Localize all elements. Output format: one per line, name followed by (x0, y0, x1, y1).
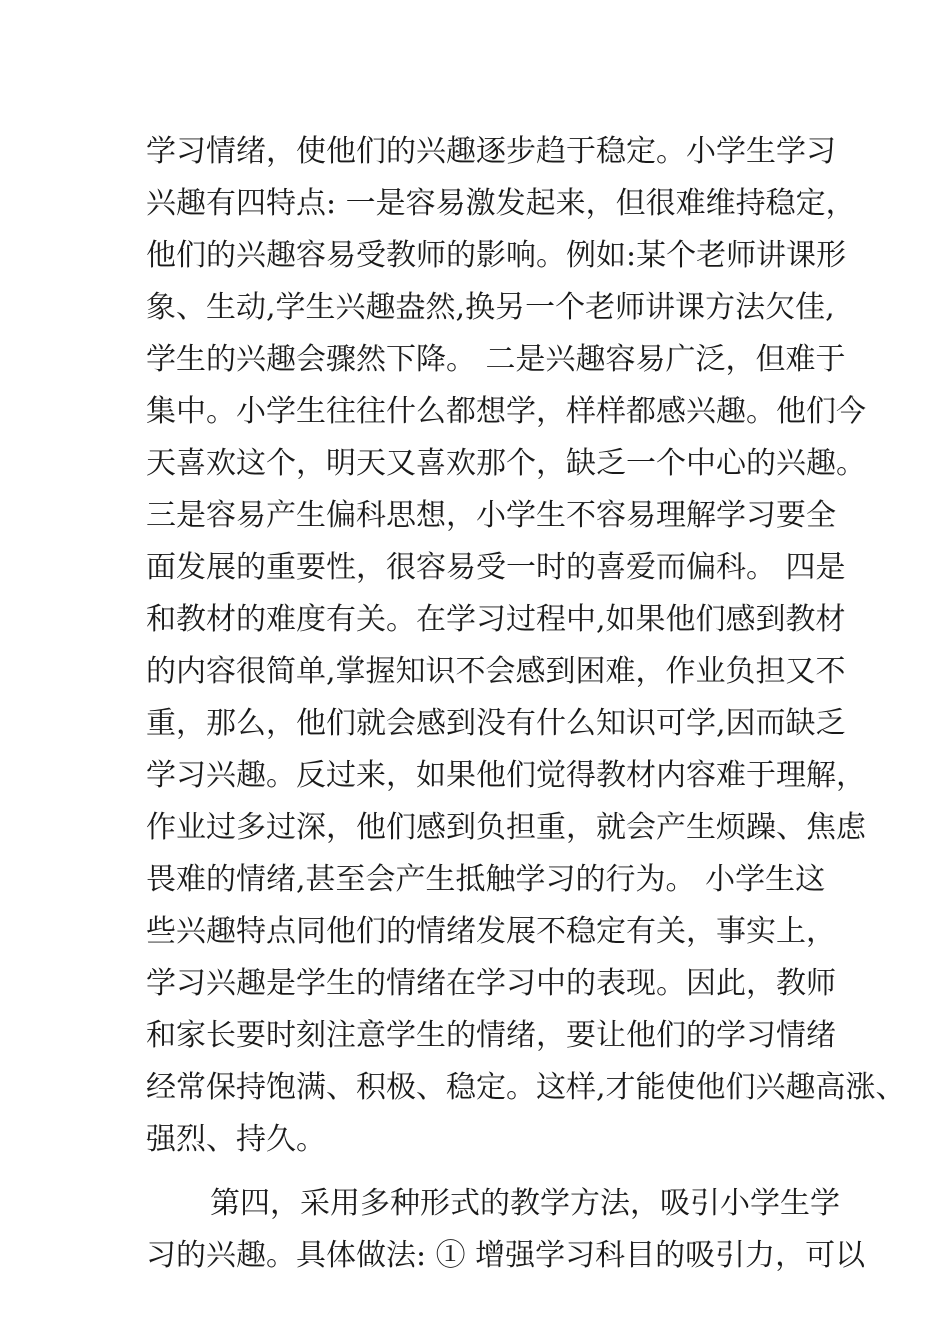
text-line: 学生的兴趣会骤然下降。 二是兴趣容易广泛，但难于 (146, 342, 846, 377)
text-line: 强烈、持久。 (146, 1122, 326, 1157)
text-line: 三是容易产生偏科思想，小学生不容易理解学习要全 (146, 498, 836, 533)
text-line: 重，那么，他们就会感到没有什么知识可学,因而缺乏 (146, 706, 846, 741)
paragraph-gap (146, 1166, 826, 1178)
text-line: 象、生动,学生兴趣盎然,换另一个老师讲课方法欠佳, (146, 290, 835, 325)
text-line: 畏难的情绪,甚至会产生抵触学习的行为。 小学生这 (146, 862, 826, 897)
text-line: 和教材的难度有关。在学习过程中,如果他们感到教材 (146, 602, 846, 637)
text-line: 集中。小学生往往什么都想学，样样都感兴趣。他们今 (146, 394, 866, 429)
text-line: 作业过多过深，他们感到负担重，就会产生烦躁、焦虑 (146, 810, 866, 845)
text-line: 经常保持饱满、积极、稳定。这样,才能使他们兴趣高涨、 (146, 1070, 906, 1105)
text-line: 习的兴趣。具体做法: ① 增强学习科目的吸引力，可以 (146, 1238, 866, 1273)
text-line: 第四，采用多种形式的教学方法，吸引小学生学 (210, 1186, 840, 1221)
text-line: 学习兴趣是学生的情绪在学习中的表现。因此，教师 (146, 966, 836, 1001)
text-line: 学习兴趣。反过来，如果他们觉得教材内容难于理解， (146, 758, 866, 793)
text-line: 面发展的重要性，很容易受一时的喜爱而偏科。 四是 (146, 550, 846, 585)
paragraph (146, 126, 906, 1166)
text-line: 学习情绪，使他们的兴趣逐步趋于稳定。小学生学习 (146, 134, 836, 169)
paragraph (146, 1178, 866, 1282)
text-line: 的内容很简单,掌握知识不会感到困难，作业负担又不 (146, 654, 846, 689)
text-line: 和家长要时刻注意学生的情绪，要让他们的学习情绪 (146, 1018, 836, 1053)
text-line: 些兴趣特点同他们的情绪发展不稳定有关，事实上， (146, 914, 836, 949)
text-line: 兴趣有四特点: 一是容易激发起来，但很难维持稳定， (146, 186, 856, 221)
text-line: 他们的兴趣容易受教师的影响。例如:某个老师讲课形 (146, 238, 847, 273)
text-line: 天喜欢这个，明天又喜欢那个，缺乏一个中心的兴趣。 (146, 446, 866, 481)
document-body (146, 126, 906, 1282)
